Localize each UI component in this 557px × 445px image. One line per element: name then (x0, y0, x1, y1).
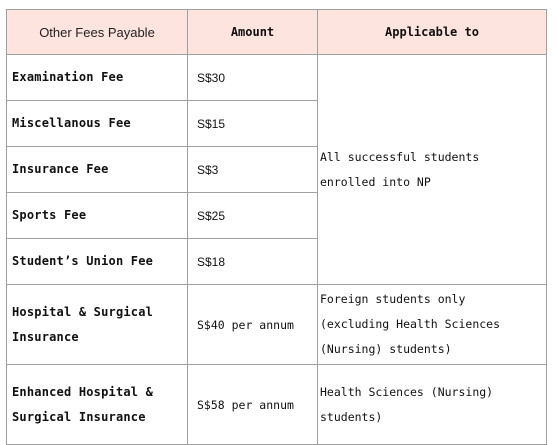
applicable-cell (318, 365, 547, 445)
fees-table-container (6, 9, 547, 445)
fee-amount-cell: S$30 (188, 55, 318, 101)
applicable-line: All successful students (320, 149, 480, 164)
applicable-line: (Nursing) students) (320, 342, 452, 356)
fee-amount-cell: S$58 per annum (188, 365, 318, 445)
fee-name-cell (7, 285, 188, 365)
fee-amount-cell: S$40 per annum (188, 285, 318, 365)
other-fees-table (6, 9, 547, 445)
table-row (7, 285, 547, 365)
fee-amount-cell: S$3 (188, 147, 318, 193)
fee-name-cell (7, 55, 188, 101)
table-row (7, 365, 547, 445)
header-other-fees: Other Fees Payable (7, 10, 188, 55)
table-row (7, 55, 547, 101)
header-amount: Amount (188, 10, 318, 55)
fee-amount-cell: S$15 (188, 101, 318, 147)
table-header-row (7, 10, 547, 55)
fee-name-line: Examination Fee (12, 70, 124, 84)
fee-name-line: Sports Fee (12, 208, 87, 222)
fee-name-line: Student’s Union Fee (12, 254, 154, 268)
applicable-line: Health Sciences (Nursing) (320, 384, 494, 399)
fee-name-line: Surgical Insurance (12, 409, 146, 424)
fee-name-cell (7, 147, 188, 193)
fee-name-cell (7, 239, 188, 285)
fee-amount-cell: S$18 (188, 239, 318, 285)
fee-name-cell (7, 101, 188, 147)
fee-name-cell (7, 193, 188, 239)
fee-name-line: Enhanced Hospital & (12, 384, 154, 399)
header-applicable-to: Applicable to (318, 10, 547, 55)
applicable-line: Foreign students only (320, 292, 466, 306)
shared-applicable-cell (318, 55, 547, 285)
fee-name-cell (7, 365, 188, 445)
applicable-line: (excluding Health Sciences (320, 317, 501, 331)
applicable-line: enrolled into NP (320, 174, 431, 189)
fee-amount-cell: S$25 (188, 193, 318, 239)
applicable-cell (318, 285, 547, 365)
fee-name-line: Insurance (12, 329, 79, 344)
fee-name-line: Hospital & Surgical (12, 304, 154, 319)
fee-name-line: Miscellanous Fee (12, 116, 131, 130)
fee-name-line: Insurance Fee (12, 162, 109, 176)
applicable-line: students) (320, 409, 383, 424)
